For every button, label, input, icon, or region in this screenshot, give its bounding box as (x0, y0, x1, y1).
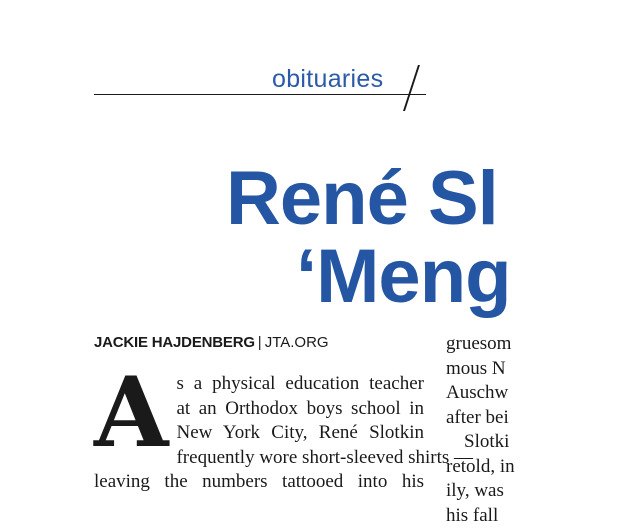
byline-separator: | (258, 334, 262, 351)
headline (226, 160, 626, 316)
byline-source: JTA.ORG (265, 334, 329, 351)
article-line: s a physical education teacher (94, 372, 424, 397)
section-rule (94, 94, 426, 95)
article-line: ily, was (446, 479, 566, 504)
drop-cap: A (94, 374, 168, 452)
section-label: obituaries (272, 64, 383, 94)
article-line: gruesom (446, 332, 566, 357)
article-line: after bei (446, 406, 566, 431)
article-line: Slotki (446, 430, 566, 455)
article-column-right (446, 332, 566, 528)
section-slash-divider (403, 65, 419, 111)
headline-line-2: ‘Meng (296, 238, 626, 316)
byline (94, 333, 329, 353)
byline-author: JACKIE HAJDENBERG (94, 334, 255, 351)
article-line: mous N (446, 357, 566, 382)
article-line: retold, in (446, 455, 566, 480)
article-line: frequently wore short-sleeved shirts — (94, 446, 424, 471)
article-line: at an Orthodox boys school in (94, 397, 424, 422)
headline-line-1: René Sl (226, 156, 498, 241)
article-line: New York City, René Slotkin (94, 421, 424, 446)
article-column-left (94, 372, 424, 495)
article-line: Auschw (446, 381, 566, 406)
article-line: leaving the numbers tattooed into his (94, 470, 424, 495)
article-line: his fall (446, 504, 566, 528)
